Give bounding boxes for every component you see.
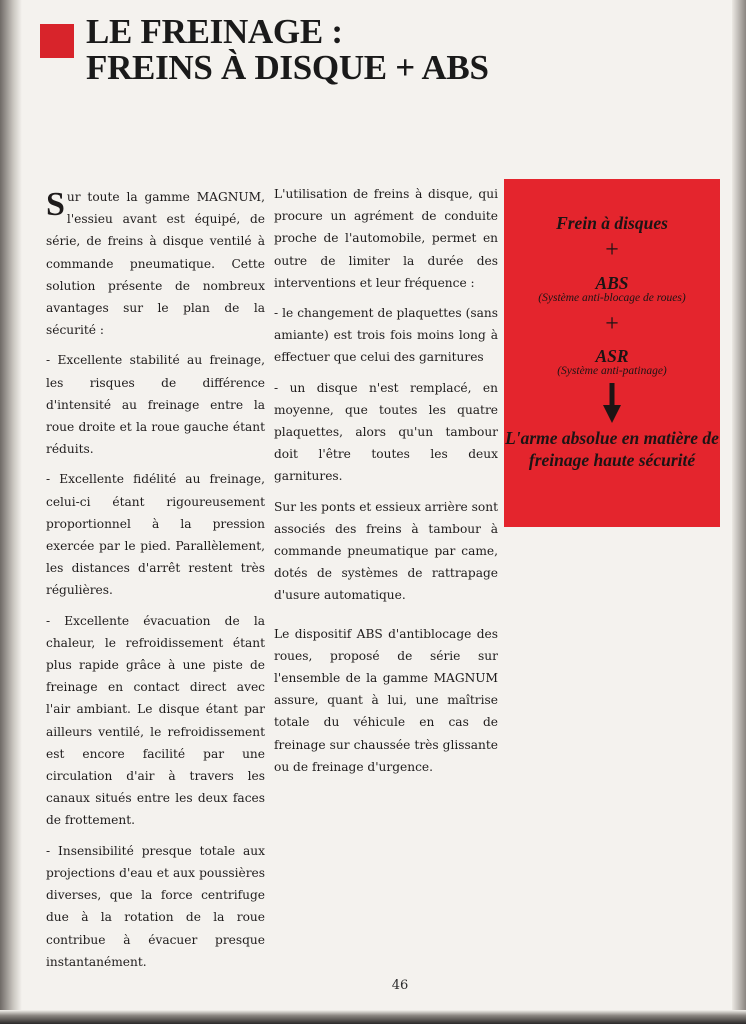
callout-abs-sub: (Système anti-blocage de roues) — [538, 292, 686, 304]
down-arrow-icon — [602, 383, 622, 423]
paragraph: - Excellente stabilité au freinage, les risques de différence d'intensité au freinage entre la roue droite et la roue gauche étant réduits. — [46, 353, 265, 457]
paragraph: L'utilisation de freins à disque, qui procure un agrément de conduite proche de l'automobile, permet en outre de limiter la durée des interventions et leur fréquence : — [274, 187, 498, 290]
drop-cap: S — [46, 186, 65, 223]
paragraph-text: ur toute la gamme MAGNUM, l'essieu avant est équipé, de série, de freins à disque ventilé à commande pneumatique. Cette solution présente de nombreux avantages sur le plan de la sécurité : — [46, 190, 265, 338]
paragraph: - Insensibilité presque totale aux projections d'eau et aux poussières diverses, que la force centrifuge due à la rotation de la roue contribue à évacuer presque instantanément. — [46, 843, 265, 969]
text-column-middle — [274, 183, 498, 786]
title-line-2: FREINS À DISQUE + ABS — [86, 48, 489, 87]
page-bottom-shadow — [0, 1010, 746, 1024]
callout-abs: ABS — [595, 273, 629, 293]
paragraph: - le changement de plaquettes (sans amiante) est trois fois moins long à effectuer que celui des garnitures — [274, 306, 498, 365]
title-red-square-icon — [40, 24, 74, 58]
paragraph — [46, 186, 265, 341]
title-line-1: LE FREINAGE : — [86, 12, 343, 51]
page-edge-shadow — [732, 0, 746, 1024]
paragraph: Le dispositif ABS d'antiblocage des roues, proposé de série sur l'ensemble de la gamme MAGNUM assure, quant à lui, une maîtrise totale du véhicule en cas de freinage sur chaussée très glissante ou de freinage d'urgence. — [274, 626, 498, 774]
callout-plus-1: + — [605, 237, 619, 263]
paragraph: - Excellente évacuation de la chaleur, le refroidissement étant plus rapide grâce à une piste de freinage en contact direct avec l'air ambiant. Le disque étant par ailleurs ventilé, le refroidissement est encore facilité par une circulation d'air à travers les canaux situés entre les deux faces de frottement. — [46, 613, 265, 828]
callout-disc-brakes: Frein à disques — [556, 213, 668, 233]
callout-box — [504, 179, 720, 527]
page-number: 46 — [391, 978, 409, 993]
text-column-left — [46, 186, 265, 981]
paragraph: - Excellente fidélité au freinage, celui-ci étant rigoureusement proportionnel à la pression exercée par le pied. Parallèlement, les distances d'arrêt restent très régulières. — [46, 472, 265, 598]
callout-asr-sub: (Système anti-patinage) — [557, 365, 667, 377]
paragraph: - un disque n'est remplacé, en moyenne, que toutes les quatre plaquettes, alors qu'un tambour doit l'être toutes les deux garnitures. — [274, 380, 498, 484]
paragraph: Sur les ponts et essieux arrière sont associés des freins à tambour à commande pneumatique par came, dotés de systèmes de rattrapage d'usure automatique. — [274, 499, 498, 603]
callout-plus-2: + — [605, 311, 619, 337]
page-binding-shadow — [0, 0, 22, 1024]
callout-conclusion: L'arme absolue en matière de freinage haute sécurité — [505, 428, 719, 470]
callout-asr: ASR — [595, 346, 629, 366]
